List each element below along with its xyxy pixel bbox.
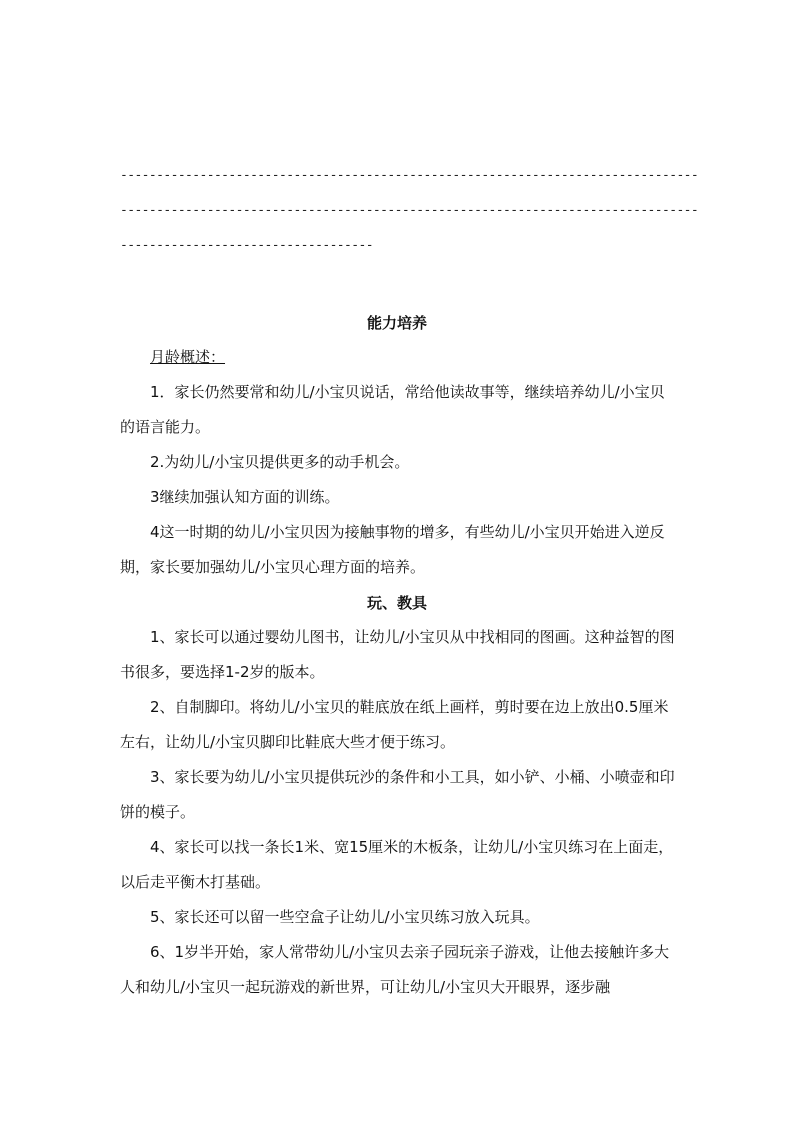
ability-item-2: 2.为幼儿/小宝贝提供更多的动手机会。 <box>150 453 410 471</box>
toy-item-2: 2、自制脚印。将幼儿/小宝贝的鞋底放在纸上画样，剪时要在边上放出0.5厘米左右，让幼儿/小宝贝脚印比鞋底大些才便于练习。 <box>120 698 669 751</box>
toy-item-6: 6、1岁半开始，家人常带幼儿/小宝贝去亲子园玩亲子游戏，让他去接触许多大人和幼儿/小宝贝一起玩游戏的新世界，可让幼儿/小宝贝大开眼界，逐步融 <box>120 943 670 996</box>
toy-item-4: 4、家长可以找一条长1米、宽15厘米的木板条，让幼儿/小宝贝练习在上面走，以后走平衡木打基础。 <box>120 838 674 891</box>
dashed-rule-1: -------------------------------------------------------------------------------- <box>120 168 699 183</box>
toy-item-5: 5、家长还可以留一些空盒子让幼儿/小宝贝练习放入玩具。 <box>150 908 540 926</box>
ability-item-3: 3继续加强认知方面的训练。 <box>150 488 340 506</box>
dashed-rule-2: -------------------------------------------------------------------------------- <box>120 203 699 218</box>
toy-item-1: 1、家长可以通过婴幼儿图书，让幼儿/小宝贝从中找相同的图画。这种益智的图书很多，要选择1-2岁的版本。 <box>120 628 675 681</box>
toy-item-3: 3、家长要为幼儿/小宝贝提供玩沙的条件和小工具，如小铲、小桶、小喷壶和印饼的模子。 <box>120 768 675 821</box>
subtitle-month-overview <box>150 340 225 375</box>
ability-item-4: 4这一时期的幼儿/小宝贝因为接触事物的增多，有些幼儿/小宝贝开始进入逆反期，家长要加强幼儿/小宝贝心理方面的培养。 <box>120 523 665 576</box>
dashed-rule-3: ----------------------------------- <box>120 238 373 253</box>
section-title-toys: 玩、教具 <box>366 594 427 612</box>
subtitle-text: 月龄概述： <box>150 348 226 366</box>
ability-item-1: 1．家长仍然要常和幼儿/小宝贝说话，常给他读故事等，继续培养幼儿/小宝贝的语言能力。 <box>120 383 665 436</box>
section-title-ability: 能力培养 <box>366 314 427 332</box>
